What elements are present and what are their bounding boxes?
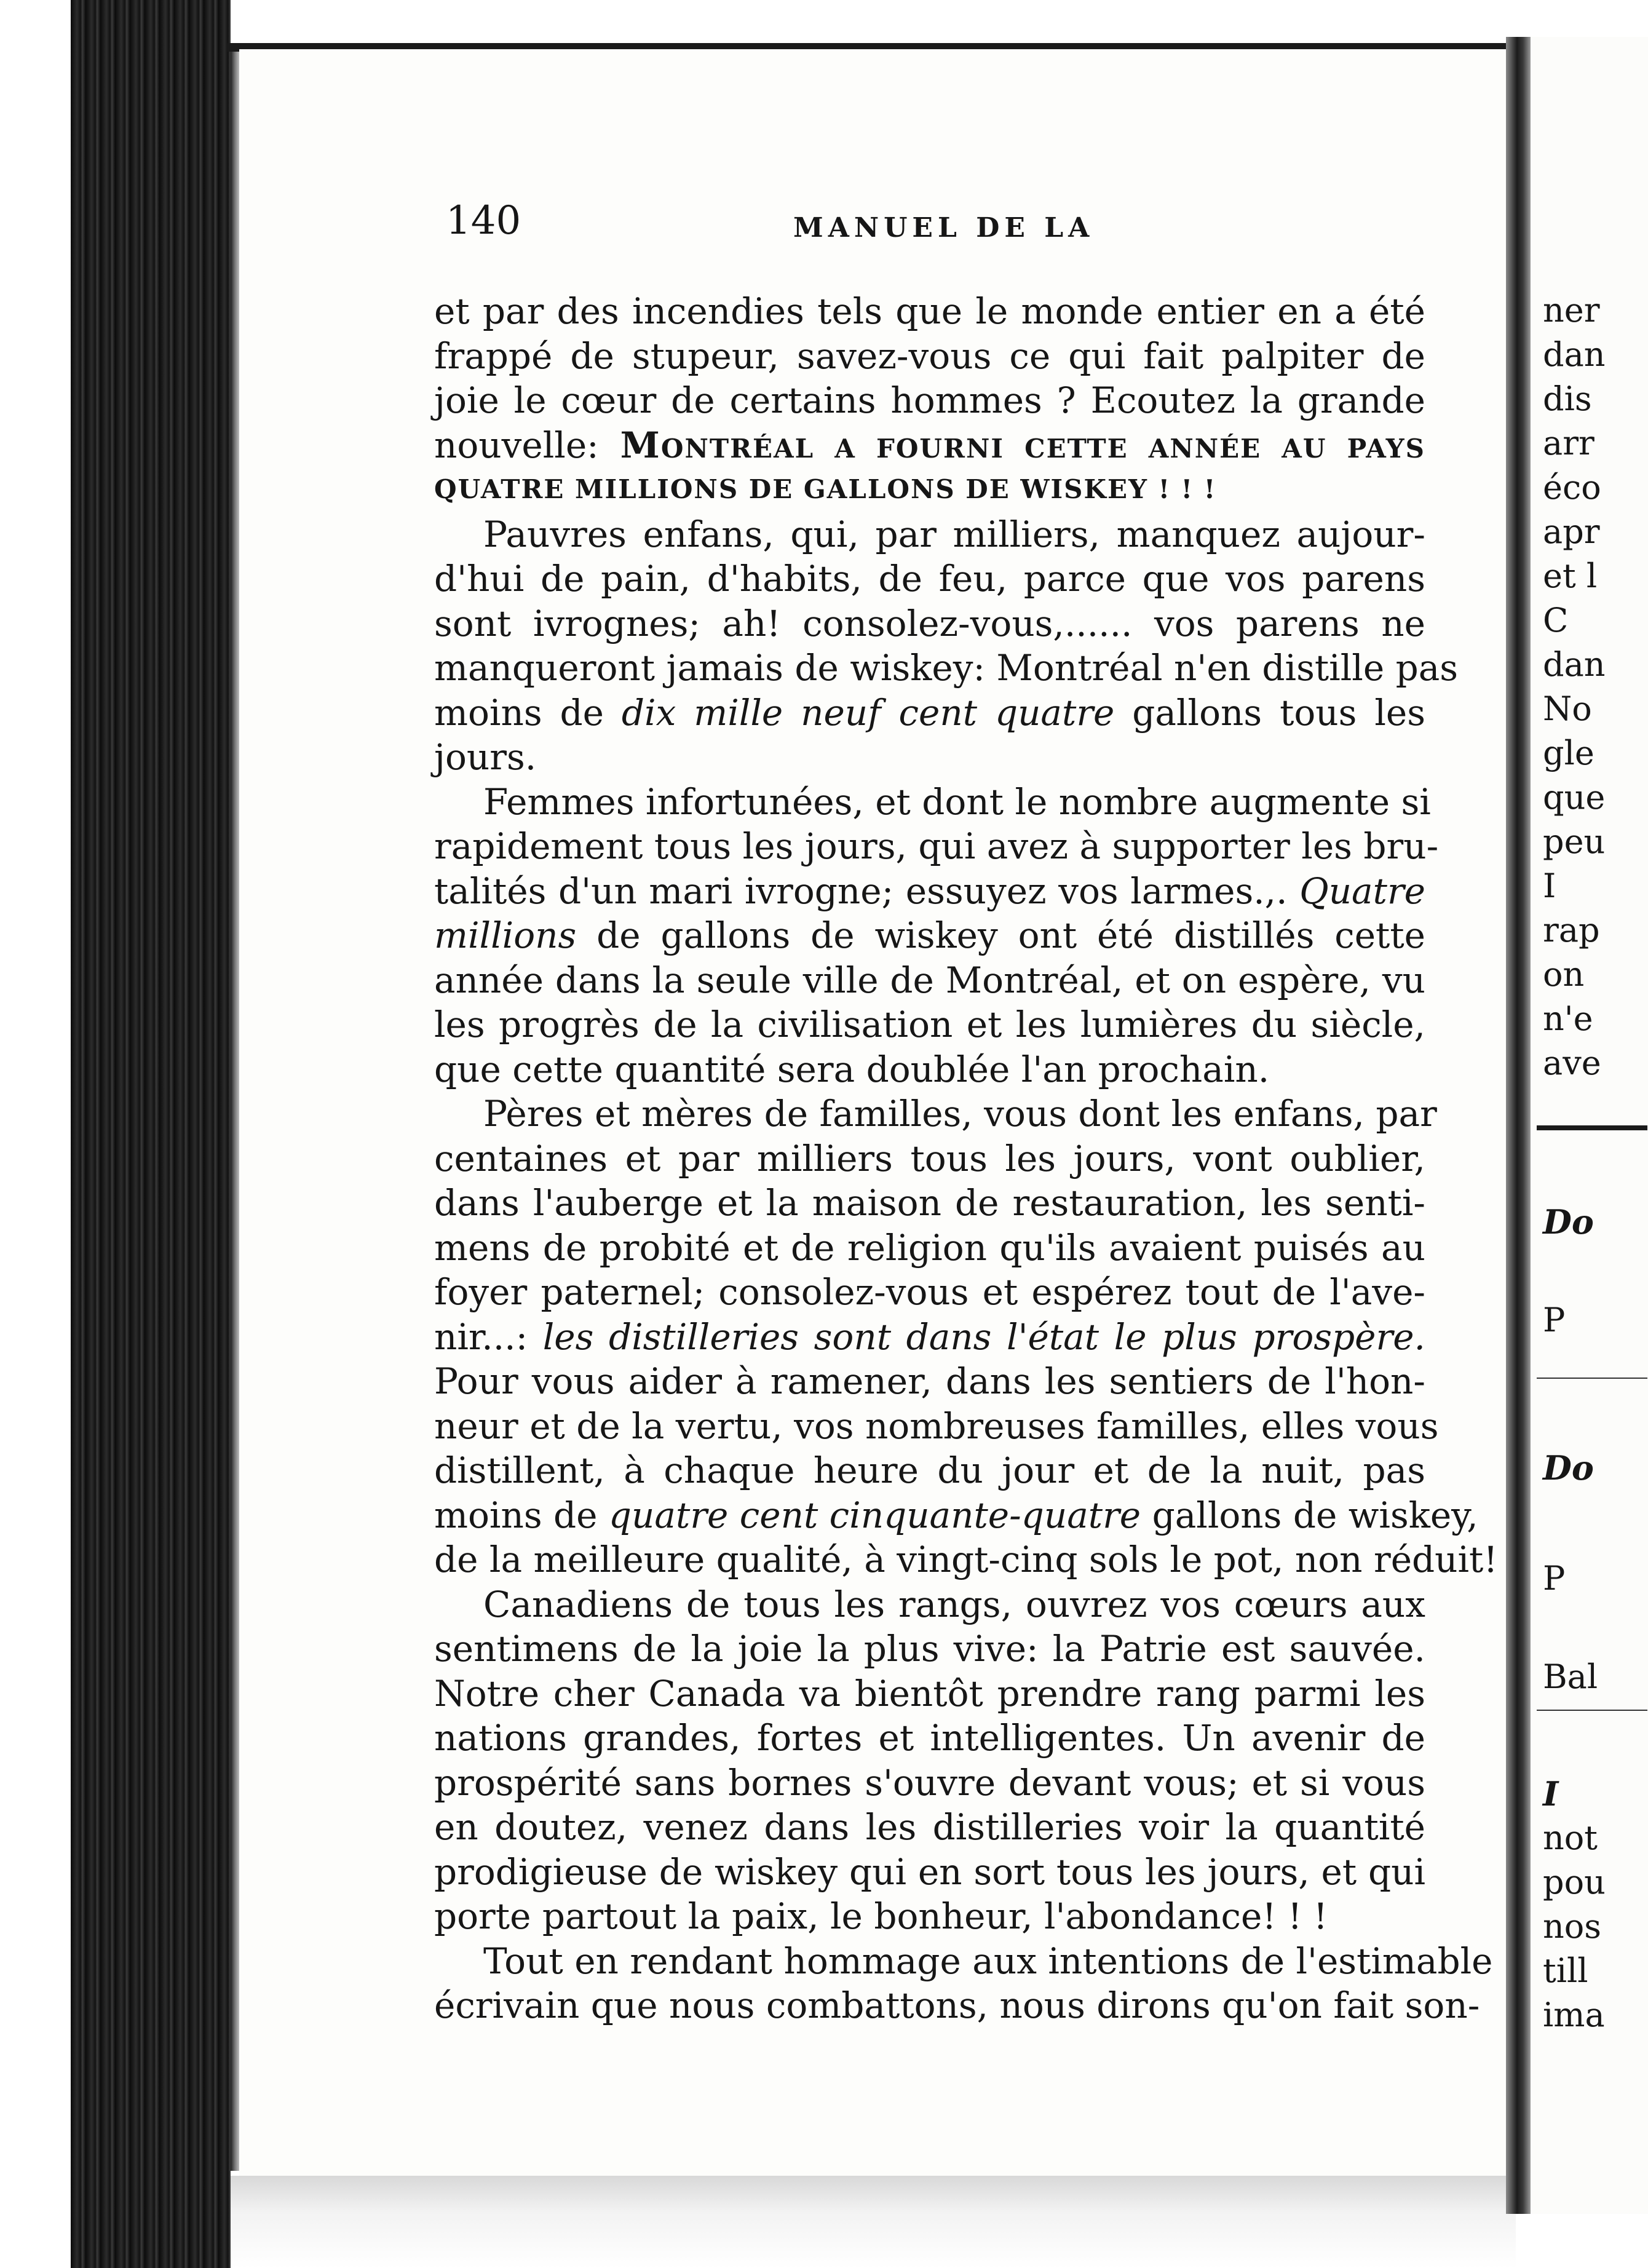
facing-line: I	[1543, 866, 1556, 905]
text-line: en doutez, venez dans les distilleries voir la quantité	[434, 1806, 1425, 1848]
text-line: d'hui de pain, d'habits, de feu, parce que vos parens	[434, 558, 1425, 600]
text-line: prospérité sans bornes s'ouvre devant vous; et si vous	[434, 1761, 1425, 1804]
facing-line: peu	[1543, 822, 1606, 861]
text-span: ONTRÉAL A FOURNI CETTE ANNÉE AU PAYS	[660, 433, 1425, 464]
text-line: prodigieuse de wiskey qui en sort tous les jours, et qui	[434, 1850, 1425, 1893]
text-line	[434, 423, 1425, 468]
text-line	[434, 869, 1425, 914]
facing-line: C	[1543, 601, 1569, 640]
facing-line: éco	[1543, 468, 1601, 507]
text-line: rapidement tous les jours, qui avez à supporter les bru-	[434, 825, 1439, 867]
text-line: Pour vous aider à ramener, dans les sentiers de l'hon-	[434, 1360, 1425, 1402]
facing-line: arr	[1543, 424, 1595, 462]
text-line: dans l'auberge et la maison de restauration, les senti-	[434, 1182, 1425, 1224]
text-line: Notre cher Canada va bientôt prendre rang parmi les	[434, 1672, 1425, 1715]
facing-page-fragment	[1531, 37, 1648, 2214]
facing-line: dan	[1543, 645, 1606, 684]
facing-line: Do	[1543, 1448, 1594, 1488]
text-span: talités d'un mari ivrogne; essuyez vos larmes.,.	[434, 870, 1300, 912]
facing-line: que	[1543, 778, 1606, 817]
italic-span: millions	[434, 914, 577, 956]
text-line: les progrès de la civilisation et les lumières du siècle,	[434, 1004, 1425, 1045]
facing-line: on	[1543, 955, 1585, 994]
text-line: frappé de stupeur, savez-vous ce qui fait palpiter de	[434, 335, 1425, 377]
text-line: mens de probité et de religion qu'ils avaient puisés au	[434, 1226, 1425, 1269]
text-span: nouvelle:	[434, 424, 620, 466]
text-line	[434, 691, 1425, 736]
text-line: foyer paternel; consolez-vous et espérez tout de l'ave-	[434, 1271, 1425, 1313]
text-line: sentimens de la joie la plus vive: la Patrie est sauvée.	[434, 1628, 1425, 1670]
text-line: Canadiens de tous les rangs, ouvrez vos cœurs aux	[483, 1583, 1425, 1625]
facing-line: nos	[1543, 1907, 1602, 1946]
facing-line: till	[1543, 1951, 1588, 1990]
text-span: gallons tous les	[1114, 691, 1425, 734]
text-line: centaines et par milliers tous les jours, vont oublier,	[434, 1137, 1425, 1180]
facing-line: pou	[1543, 1863, 1606, 1901]
text-line: manqueront jamais de wiskey: Montréal n'en distille pas	[434, 647, 1459, 689]
text-line: écrivain que nous combattons, nous dirons qu'on fait son-	[434, 1984, 1480, 2026]
facing-rule	[1537, 1710, 1647, 1711]
italic-span: Quatre	[1299, 870, 1425, 912]
text-line: Tout en rendant hommage aux intentions de l'estimable	[483, 1940, 1493, 1982]
facing-line: dan	[1543, 335, 1606, 374]
facing-line: ave	[1543, 1044, 1601, 1082]
text-line: année dans la seule ville de Montréal, et on espère, vu	[434, 959, 1425, 1001]
text-line: et par des incendies tels que le monde entier en a été	[434, 290, 1425, 332]
text-line: sont ivrognes; ah! consolez-vous,...... vos parens ne	[434, 602, 1425, 644]
text-line: Pères et mères de familles, vous dont les enfans, par	[483, 1093, 1437, 1135]
facing-line: et l	[1543, 557, 1598, 595]
italic-span: dix mille neuf cent quatre	[621, 691, 1115, 734]
facing-line: apr	[1543, 512, 1600, 551]
text-line: distillent, à chaque heure du jour et de la nuit, pas	[434, 1449, 1425, 1491]
text-line: neur et de la vertu, vos nombreuses familles, elles vous	[434, 1405, 1439, 1447]
text-line: QUATRE MILLIONS DE GALLONS DE WISKEY ! ! !	[434, 474, 1217, 504]
text-line	[434, 1493, 1478, 1538]
page-bottom-shadow	[231, 2176, 1516, 2268]
running-head: MANUEL DE LA	[793, 212, 1095, 244]
text-span: gallons de wiskey,	[1141, 1494, 1478, 1536]
facing-line: gle	[1543, 734, 1595, 772]
book-spine	[71, 0, 231, 2268]
text-line: Pauvres enfans, qui, par milliers, manquez aujour-	[483, 513, 1425, 555]
facing-line: No	[1543, 689, 1592, 728]
text-line: Femmes infortunées, et dont le nombre augmente si	[483, 780, 1431, 823]
facing-line: P	[1543, 1559, 1566, 1598]
facing-line: ima	[1543, 1996, 1605, 2034]
text-span: M	[620, 424, 661, 466]
facing-line: P	[1543, 1301, 1566, 1339]
text-line	[434, 1315, 1425, 1360]
facing-line: ner	[1543, 291, 1600, 330]
text-line	[434, 913, 1425, 958]
page-edge	[231, 49, 239, 2171]
facing-line: I	[1543, 1774, 1559, 1814]
facing-rule	[1537, 1125, 1647, 1130]
facing-line: n'e	[1543, 999, 1593, 1038]
text-line: porte partout la paix, le bonheur, l'abondance! ! !	[434, 1895, 1328, 1937]
facing-rule	[1537, 1378, 1647, 1379]
text-span: nir...:	[434, 1315, 543, 1358]
text-line: joie le cœur de certains hommes ? Ecoutez la grande	[434, 379, 1425, 421]
facing-line: Do	[1543, 1202, 1594, 1242]
text-line: jours.	[434, 736, 537, 778]
italic-span: quatre cent cinquante-quatre	[608, 1494, 1141, 1536]
text-line: nations grandes, fortes et intelligentes. Un avenir de	[434, 1717, 1425, 1759]
text-span: moins de	[434, 1494, 609, 1536]
text-line: que cette quantité sera doublée l'an prochain.	[434, 1048, 1270, 1090]
facing-line: not	[1543, 1818, 1598, 1857]
text-span: de gallons de wiskey ont été distillés cette	[576, 914, 1425, 956]
book-gutter	[1506, 37, 1531, 2214]
body-text	[434, 289, 1498, 2028]
facing-line: dis	[1543, 379, 1592, 418]
facing-line: Bal	[1543, 1657, 1598, 1696]
text-line: de la meilleure qualité, à vingt-cinq sols le pot, non réduit!	[434, 1539, 1498, 1580]
italic-span: les distilleries sont dans l'état le plus prospère.	[542, 1315, 1425, 1358]
facing-line: rap	[1543, 911, 1600, 950]
page-number: 140	[446, 198, 521, 244]
text-span: moins de	[434, 691, 622, 734]
